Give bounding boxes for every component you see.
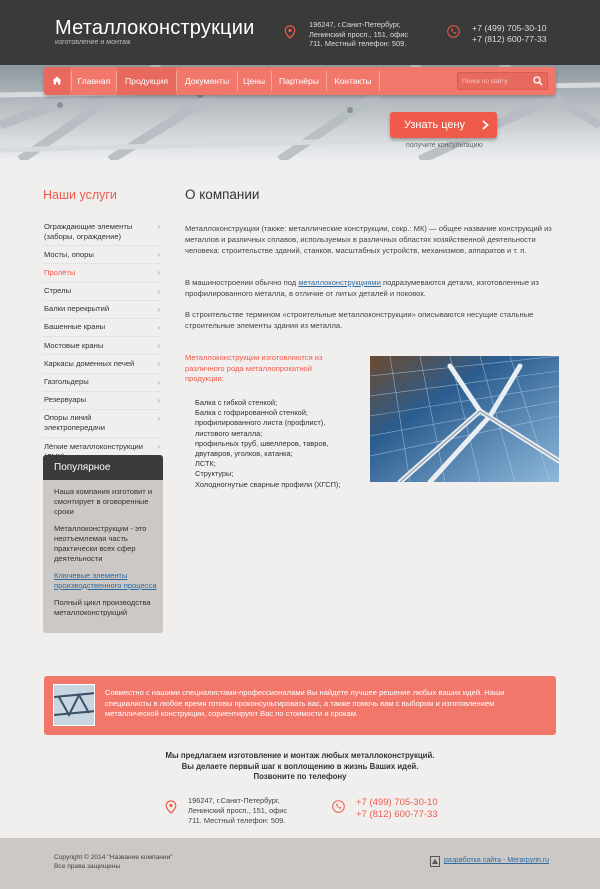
footer-phones (356, 797, 438, 821)
list-item: двутавров, уголков, катанка; (195, 449, 293, 459)
get-price-button[interactable]: Узнать цену (390, 112, 497, 138)
sidebar-item-furnace-frames[interactable]: Каркасы доменных печей › (43, 355, 160, 373)
home-icon (52, 76, 62, 85)
chevron-right-icon: › (157, 341, 160, 351)
map-pin-icon (284, 25, 296, 39)
chevron-right-icon: › (157, 442, 160, 452)
list-item: листового металла; (195, 428, 263, 438)
chevron-right-icon: › (157, 377, 160, 387)
sidebar-item-booms[interactable]: Стрелы › (43, 283, 160, 301)
construction-paragraph: В строительстве термином «строительные металлоконструкции» описываются несущие стальные строительные элементы здания из металла. (185, 310, 534, 330)
nav-item-products[interactable]: Продукция (117, 67, 176, 95)
nav-item-partners[interactable]: Партнёры (279, 76, 319, 86)
header-address: 196247, г.Санкт-Петербург, Ленинский просп., 151, офис 711. Местный телефон: 509. (309, 20, 409, 48)
chevron-right-icon: › (157, 395, 160, 405)
sidebar-item-spans[interactable]: Пролёты › (43, 264, 160, 282)
list-item: Холодногнутые сварные профили (ХГСП); (195, 479, 341, 489)
copyright: Copyright © 2014 "Название компании" Все права защищены (54, 854, 173, 870)
sidebar-item-tanks[interactable]: Резервуары › (43, 392, 160, 410)
search-input[interactable] (462, 75, 532, 87)
chevron-right-icon: › (157, 322, 160, 332)
popular-item[interactable]: Наша компания изготовит и смонтирует в оговоренные сроки (54, 487, 153, 516)
phone-number[interactable]: +7 (499) 705-30-10 (356, 797, 438, 808)
nav-home[interactable] (44, 67, 70, 95)
phone-icon (447, 25, 460, 38)
site-footer (0, 838, 600, 889)
popular-item-link[interactable]: Ключевые элементы производственного процесса (54, 571, 157, 590)
phone-number[interactable]: +7 (812) 600-77-33 (356, 809, 438, 820)
search-icon[interactable] (533, 76, 543, 86)
site-header (0, 0, 600, 160)
chevron-right-icon: › (157, 413, 160, 423)
header-phones (472, 23, 547, 45)
services-heading: Наши услуги (43, 188, 117, 202)
chevron-right-icon: › (157, 222, 160, 231)
popular-heading: Популярное (43, 455, 163, 480)
cta-subtitle: получите консультацию (406, 142, 483, 149)
nav-item-documents[interactable]: Документы (184, 76, 230, 86)
sidebar-item-bridge-cranes[interactable]: Мостовые краны › (43, 337, 160, 355)
offer-text: Мы предлагаем изготовление и монтаж любых металлоконструкций. Вы делаете первый шаг к воплощению в жизнь Ваших идей. Позвоните по телефону (165, 751, 435, 782)
consult-banner (44, 676, 556, 735)
phone-number[interactable]: +7 (499) 705-30-10 (472, 23, 547, 33)
list-item: ЛСТК; (195, 459, 216, 469)
developer-link[interactable]: разработка сайта - Мегагрупп.ru (444, 857, 549, 864)
machinery-paragraph: В машиностроении обычно под металлоконструкциями подразумеваются детали, изготовленные из профилированного металла, в отличие от литых деталей и поковок. (185, 278, 539, 298)
footer-address: 196247, г.Санкт-Петербург, Ленинский просп., 151, офис 711. Местный телефон: 509. (188, 796, 288, 825)
nav-divider (379, 71, 380, 91)
metal-structures-link[interactable]: металлоконструкциями (298, 278, 381, 287)
popular-item[interactable]: Полный цикл производства металлоконструкций (54, 598, 151, 617)
banner-text: Совместно с нашими специалистами-профессионалами Вы найдете лучшее решение любых ваших идей. Наши специалисты в любое время готовы проконсультировать вас, а также помочь вам с выбором и изготовлением металлической конструкции, сориентируют Вас по стоимости и срокам. (105, 688, 505, 719)
materials-list (195, 398, 365, 490)
sidebar-item-beams[interactable]: Балки перекрытий › (43, 301, 160, 319)
search-box (457, 72, 548, 90)
developer-logo-icon (430, 856, 440, 867)
chevron-right-icon: › (157, 268, 160, 278)
sidebar-item-bridges[interactable]: Мосты, опоры › (43, 246, 160, 264)
chevron-right-icon: › (157, 304, 160, 314)
sidebar-item-power-poles[interactable]: Опоры линий электропередачи › (43, 410, 160, 438)
map-pin-icon (165, 800, 177, 814)
phone-number[interactable]: +7 (812) 600-77-33 (472, 34, 547, 44)
sidebar-item-gasholders[interactable]: Газгольдеры › (43, 374, 160, 392)
banner-thumbnail (53, 684, 95, 726)
phone-icon (332, 800, 345, 813)
sidebar-item-light-structures[interactable]: Лёгкие металлоконструкции › (44, 441, 160, 452)
list-item: профилированного листа (профлист), (195, 418, 326, 428)
main-nav (44, 67, 556, 95)
nav-item-contacts[interactable]: Контакты (334, 76, 372, 86)
site-title[interactable]: Металлоконструкции (55, 17, 255, 39)
popular-item[interactable]: Металлоконструкции - это неотъемлемая часть практически всех сфер деятельности (54, 524, 147, 563)
list-item: профильных труб, швеллеров, тавров, (195, 438, 329, 448)
nav-item-home[interactable]: Главная (77, 76, 111, 86)
site-subtitle: изготовление и монтаж (55, 39, 131, 46)
list-item: Балка с гибкой стенкой; (195, 398, 278, 407)
page-title: О компании (185, 187, 260, 202)
services-list (43, 218, 160, 465)
steel-structure-photo (370, 356, 559, 482)
sidebar-item-tower-cranes[interactable]: Башенные краны › (43, 319, 160, 337)
list-item: Структуры; (195, 469, 234, 479)
chevron-right-icon: › (157, 286, 160, 296)
intro-paragraph: Металлоконструкции (также: металлические конструкции, сокр.: МК) — общее название конструкций из металлов и различных сплавов, используемых в различных областях хозяйственной деятельности человека: строительстве зданий, станков, масштабных устройств, механизмов, аппаратов и т. п. (185, 224, 552, 255)
chevron-right-icon: › (157, 359, 160, 369)
chevron-right-icon: › (157, 250, 160, 260)
popular-box (43, 455, 163, 633)
chevron-right-icon (482, 120, 489, 130)
nav-item-prices[interactable]: Цены (242, 76, 266, 86)
materials-lead: Металлоконструкции изготовляются из различного рода металлопрокатной продукции: (185, 353, 323, 383)
list-item: Балка с гофрированной стенкой; (195, 408, 308, 418)
sidebar-item-fencing[interactable]: Ограждающие элементы (заборы, ограждение) › (43, 218, 160, 246)
